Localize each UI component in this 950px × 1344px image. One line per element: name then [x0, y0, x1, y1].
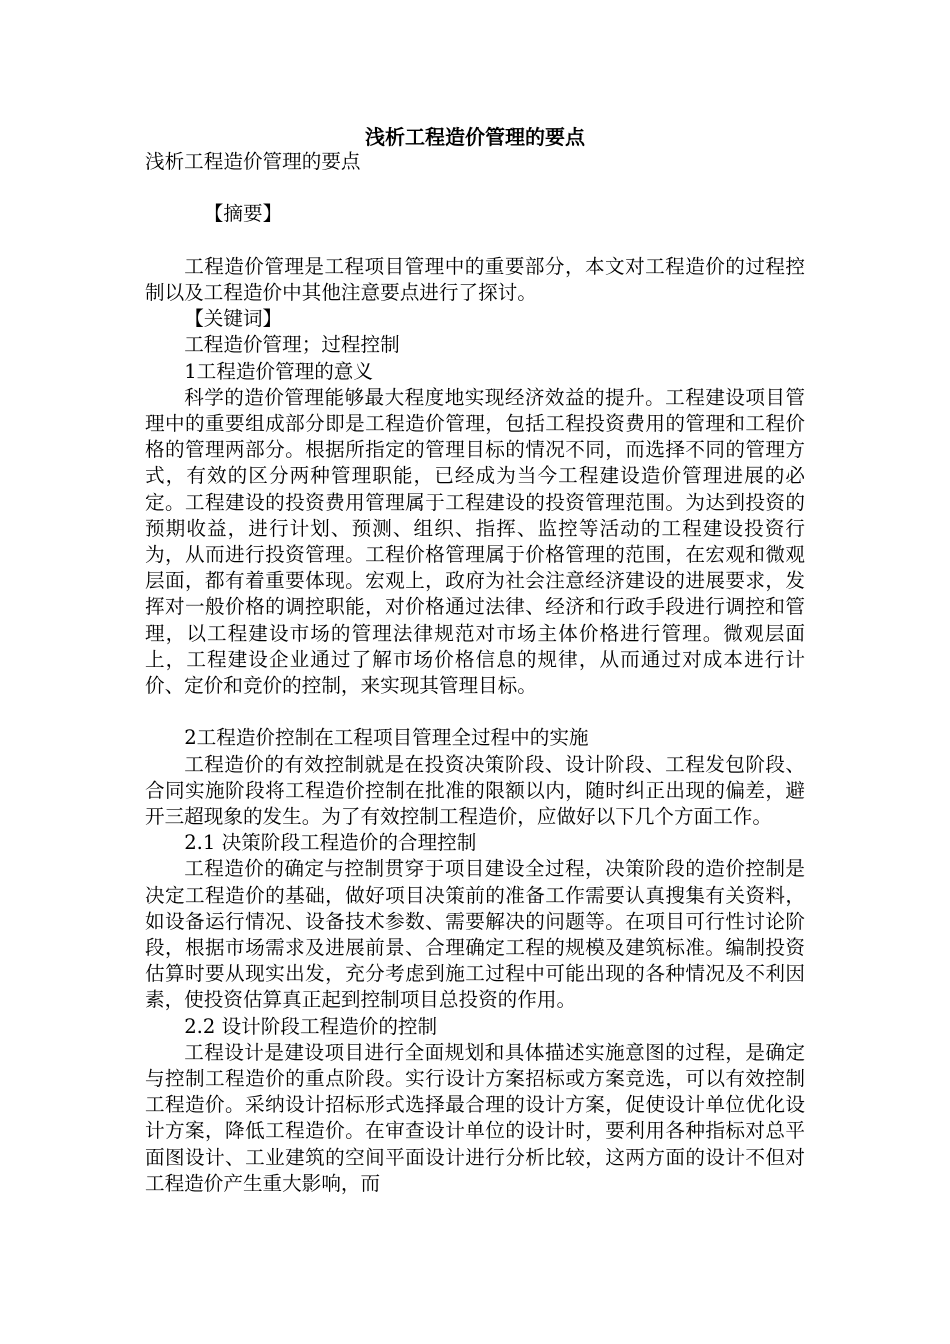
section-paragraph: 科学的造价管理能够最大程度地实现经济效益的提升。工程建设项目管理中的重要组成部分即是工程造价管理，包括工程投资费用的管理和工程价格的管理两部分。根据所指定的管理目标的情况不同，而选择不同的管理方式，有效的区分两种管理职能，已经成为当今工程建设造价管理进展的必定。工程建设的投资费用管理属于工程建设的投资管理范围。为达到投资的预期收益，进行计划、预测、组织、指挥、监控等活动的工程建设投资行为，从而进行投资管理。工程价格管理属于价格管理的范围，在宏观和微观层面，都有着重要体现。宏观上，政府为社会注意经济建设的进展要求，发挥对一般价格的调控职能，对价格通过法律、经济和行政手段进行调控和管理，以工程建设市场的管理法律规范对市场主体价格进行管理。微观层面上，工程建设企业通过了解市场价格信息的规律，从而通过对成本进行计价、定价和竞价的控制，来实现其管理目标。: [145, 385, 805, 698]
keywords-text: 工程造价管理；过程控制: [184, 333, 400, 357]
abstract-label: 【摘要】: [203, 202, 283, 226]
document-body: [145, 149, 805, 1197]
section-heading: 2.1 决策阶段工程造价的合理控制: [184, 831, 477, 855]
blank-line: [145, 699, 805, 725]
keywords-label: 【关键词】: [184, 307, 283, 331]
blank-line: [145, 175, 805, 201]
section-paragraph: 工程造价的有效控制就是在投资决策阶段、设计阶段、工程发包阶段、合同实施阶段将工程造价控制在批准的限额以内，随时纠正出现的偏差，避开三超现象的发生。为了有效控制工程造价，应做好以下几个方面工作。: [145, 752, 805, 829]
section-paragraph: 工程设计是建设项目进行全面规划和具体描述实施意图的过程，是确定与控制工程造价的重点阶段。实行设计方案招标或方案竞选，可以有效控制工程造价。采纳设计招标形式选择最合理的设计方案，促使设计单位优化设计方案，降低工程造价。在审查设计单位的设计时，要利用各种指标对总平面图设计、工业建筑的空间平面设计进行分析比较，这两方面的设计不但对工程造价产生重大影响，而: [145, 1040, 805, 1195]
blank-line: [145, 228, 805, 254]
abstract-text: 工程造价管理是工程项目管理中的重要部分，本文对工程造价的过程控制以及工程造价中其他注意要点进行了探讨。: [145, 254, 805, 304]
section-heading: 2.2 设计阶段工程造价的控制: [184, 1014, 438, 1038]
document-subtitle: 浅析工程造价管理的要点: [145, 150, 361, 173]
section-heading: 1工程造价管理的意义: [184, 359, 373, 383]
document-title: 浅析工程造价管理的要点: [365, 125, 585, 149]
section-heading: 2工程造价控制在工程项目管理全过程中的实施: [184, 726, 589, 750]
section-paragraph: 工程造价的确定与控制贯穿于项目建设全过程，决策阶段的造价控制是决定工程造价的基础，做好项目决策前的准备工作需要认真搜集有关资料，如设备运行情况、设备技术参数、需要解决的问题等。在项目可行性讨论阶段，根据市场需求及进展前景、合理确定工程的规模及建筑标准。编制投资估算时要从现实出发，充分考虑到施工过程中可能出现的各种情况及不利因素，使投资估算真正起到控制项目总投资的作用。: [145, 857, 805, 1012]
